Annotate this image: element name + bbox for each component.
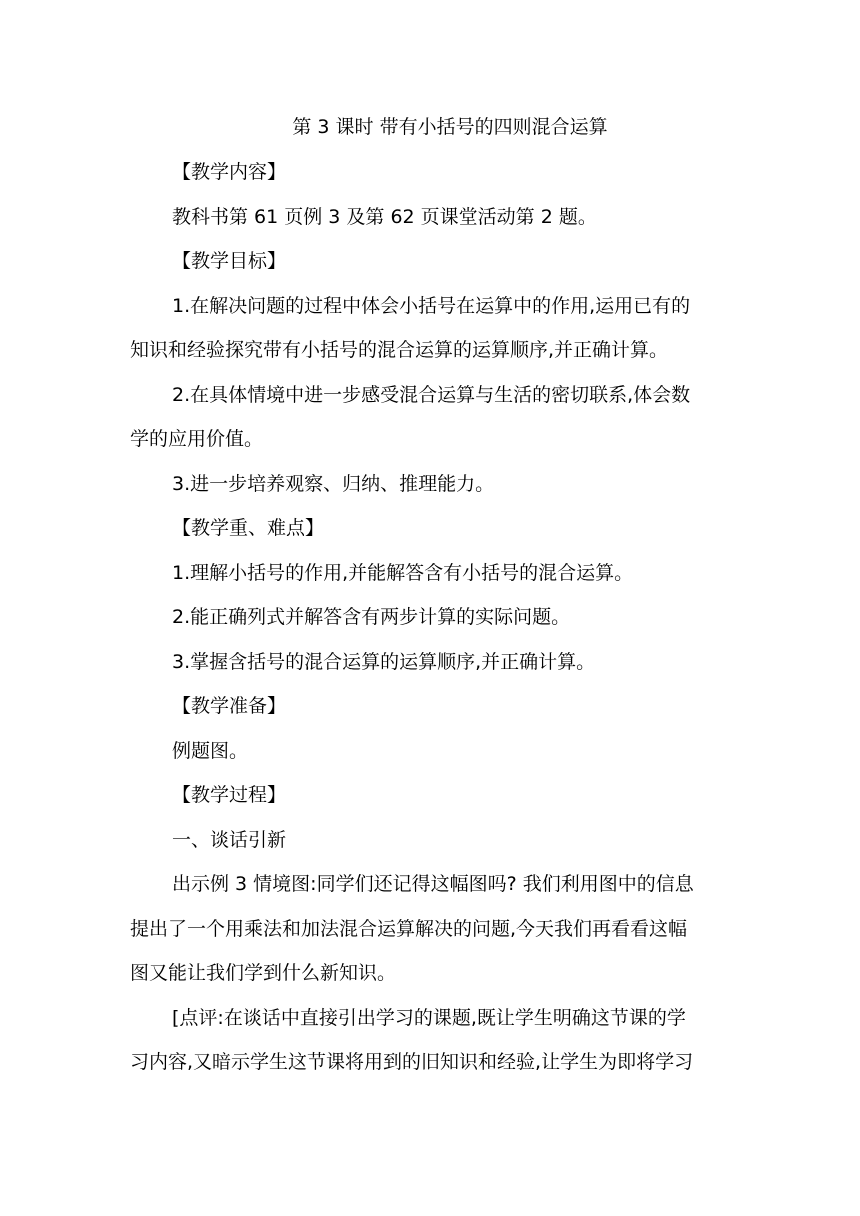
process-heading: 【教学过程】 (172, 784, 287, 806)
preparation-text: 例题图。 (172, 739, 249, 762)
key-point-3: 3.掌握含括号的混合运算的运算顺序,并正确计算。 (172, 650, 596, 673)
key-point-1: 1.理解小括号的作用,并能解答含有小括号的混合运算。 (172, 561, 634, 584)
teaching-goals-heading: 【教学目标】 (172, 250, 287, 272)
comment-line-2: 习内容,又暗示学生这节课将用到的旧知识和经验,让学生为即将学习 (130, 1051, 694, 1073)
goal-2-line-2: 学的应用价值。 (130, 428, 264, 450)
preparation-heading: 【教学准备】 (172, 695, 287, 717)
teaching-content-heading: 【教学内容】 (172, 161, 287, 183)
goal-1-line-1: 1.在解决问题的过程中体会小括号在运算中的作用,运用已有的 (172, 294, 691, 317)
step-1-line-3: 图又能让我们学到什么新知识。 (130, 962, 397, 984)
key-point-2: 2.能正确列式并解答含有两步计算的实际问题。 (172, 606, 571, 628)
lesson-title: 第 3 课时 带有小括号的四则混合运算 (292, 116, 608, 138)
key-points-heading: 【教学重、难点】 (172, 517, 325, 539)
step-1-line-1: 出示例 3 情境图:同学们还记得这幅图吗? 我们利用图中的信息 (172, 873, 694, 895)
goal-3: 3.进一步培养观察、归纳、推理能力。 (172, 472, 495, 495)
comment-line-1: [点评:在谈话中直接引出学习的课题,既让学生明确这节课的学 (172, 1006, 686, 1029)
lesson-body (130, 150, 730, 1085)
teaching-content-text: 教科书第 61 页例 3 及第 62 页课堂活动第 2 题。 (172, 205, 597, 228)
goal-2-line-1: 2.在具体情境中进一步感受混合运算与生活的密切联系,体会数 (172, 383, 691, 406)
step-1-heading: 一、谈话引新 (172, 828, 287, 851)
goal-1-line-2: 知识和经验探究带有小括号的混合运算的运算顺序,并正确计算。 (130, 339, 669, 361)
step-1-line-2: 提出了一个用乘法和加法混合运算解决的问题,今天我们再看看这幅 (130, 917, 688, 940)
